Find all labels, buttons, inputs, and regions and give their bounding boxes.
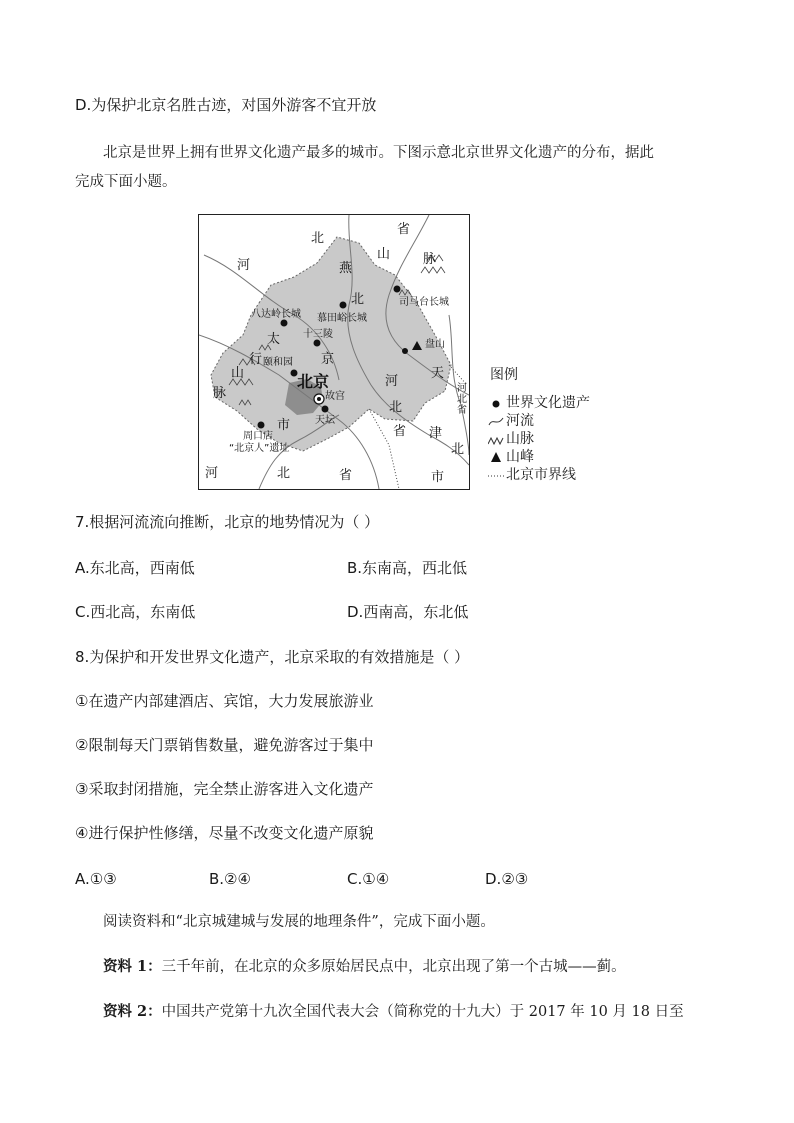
label-hebei-1: 河: [237, 258, 251, 273]
q8-stem: 8.为保护和开发世界文化遗产，北京采取的有效措施是（ ）: [75, 648, 470, 666]
temple-of-heaven-dot: [322, 406, 329, 413]
label-hang: 行: [249, 352, 263, 367]
legend-mountain-label: 山脉: [506, 431, 534, 447]
q7-option-d: D.西南高，东北低: [347, 603, 469, 621]
label-sheng-bottom: 省: [339, 468, 353, 483]
badaling-dot: [281, 320, 288, 327]
q7-stem: 7.根据河流流向推断，北京的地势情况为（ ）: [75, 513, 380, 531]
label-shan-left: 山: [231, 366, 245, 381]
legend-title: 图例: [490, 367, 518, 383]
q7-option-a: A.东北高，西南低: [75, 559, 195, 577]
site-zhoukoudian-2: “北京人”遗址: [229, 443, 290, 454]
label-mai-left: 脉: [213, 386, 227, 401]
label-tian: 天: [431, 366, 445, 381]
material-1-text: 三千年前，在北京的众多原始居民点中，北京出现了第一个古城——蓟。: [161, 959, 626, 975]
mutianyu-dot: [340, 302, 347, 309]
q8-statement-3: ③采取封闭措施，完全禁止游客进入文化遗产: [75, 780, 374, 798]
label-jing-mid: 京: [321, 352, 335, 367]
forbidden-city-dot: [317, 397, 321, 401]
peak-panshan: 盘山: [425, 339, 445, 350]
site-summer-palace: 颐和园: [263, 357, 293, 368]
legend-heritage-label: 世界文化遗产: [506, 395, 590, 411]
label-bei-mid: 北: [351, 292, 365, 307]
legend-row-boundary: [488, 466, 628, 484]
label-tai: 太: [267, 332, 281, 347]
intro-line-2: 完成下面小题。: [75, 174, 177, 190]
label-jin: 津: [429, 426, 443, 441]
q8-statement-4: ④进行保护性修缮，尽量不改变文化遗产原貌: [75, 824, 374, 842]
site-simatai: 司马台长城: [399, 297, 449, 308]
legend-river-label: 河流: [506, 413, 534, 429]
zhoukoudian-dot: [258, 422, 265, 429]
label-hebei-2: 北: [451, 442, 465, 457]
q8-option-c: C.①④: [347, 870, 390, 888]
label-bei-top: 北: [311, 231, 325, 246]
label-yan: 燕: [339, 261, 353, 276]
material-1-label: 资料 1：: [103, 958, 162, 975]
peak-triangle-icon: [488, 449, 504, 465]
simatai-dot: [394, 286, 401, 293]
site-zhoukoudian-1: 周口店: [243, 431, 273, 442]
legend-row-heritage: [488, 394, 628, 412]
ming-tombs-dot: [314, 340, 321, 347]
q7-option-c: C.西北高，东南低: [75, 603, 196, 621]
river-icon: [488, 413, 504, 429]
label-bei-bottom: 北: [277, 466, 291, 481]
q8-statement-1: ①在遗产内部建酒店、宾馆，大力发展旅游业: [75, 692, 374, 710]
legend-boundary-label: 北京市界线: [506, 467, 576, 483]
label-shan-top: 山: [377, 247, 391, 262]
site-ming-tombs: 十三陵: [303, 329, 333, 340]
beijing-heritage-map: [198, 214, 470, 490]
label-shi-bottom: 市: [431, 470, 445, 485]
city-beijing: 北京: [297, 372, 330, 391]
boundary-dotted-icon: [488, 467, 504, 483]
legend-row-river: [488, 412, 628, 430]
label-hebei-small: 河北省: [457, 383, 467, 416]
legend-row-mountain: [488, 430, 628, 448]
label-sheng-top: 省: [397, 222, 411, 237]
previous-option-d: D.为保护北京名胜古迹，对国外游客不宜开放: [75, 96, 377, 114]
label-he-right: 河: [385, 374, 399, 389]
site-temple-of-heaven: 天坛: [315, 415, 335, 426]
site-badaling: 八达岭长城: [251, 309, 301, 320]
label-bei-right: 北: [389, 400, 403, 415]
q8-statement-2: ②限制每天门票销售数量，避免游客过于集中: [75, 736, 374, 754]
material-2-label: 资料 2：: [103, 1003, 162, 1020]
label-mai-top: 脉: [423, 252, 437, 267]
label-shi-left: 市: [277, 418, 291, 433]
material-1: [103, 957, 626, 977]
q8-option-a: A.①③: [75, 870, 117, 888]
material-2: [103, 1002, 684, 1022]
legend-row-peak: [488, 448, 628, 466]
province-border-2: [369, 409, 399, 489]
intro-line-1: 北京是世界上拥有世界文化遗产最多的城市。下图示意北京世界文化遗产的分布，据此: [103, 145, 654, 161]
material-2-text: 中国共产党第十九次全国代表大会（简称党的十九大）于 2017 年 10 月 18 日至: [161, 1004, 684, 1020]
site-mutianyu: 慕田峪长城: [317, 313, 367, 324]
label-he-bottom: 河: [205, 466, 219, 481]
mountain-range-icon: [488, 431, 504, 447]
site-forbidden-city: 故宫: [325, 391, 345, 402]
legend-peak-label: 山峰: [506, 449, 534, 465]
q7-option-b: B.东南高，西北低: [347, 559, 468, 577]
label-sheng-right: 省: [393, 424, 407, 439]
q8-option-b: B.②④: [209, 870, 251, 888]
q8-option-d: D.②③: [485, 870, 529, 888]
heritage-dot-icon: [488, 395, 504, 411]
province-border-1: [449, 365, 467, 385]
reading-intro: 阅读资料和“北京城建城与发展的地理条件”，完成下面小题。: [103, 914, 495, 930]
